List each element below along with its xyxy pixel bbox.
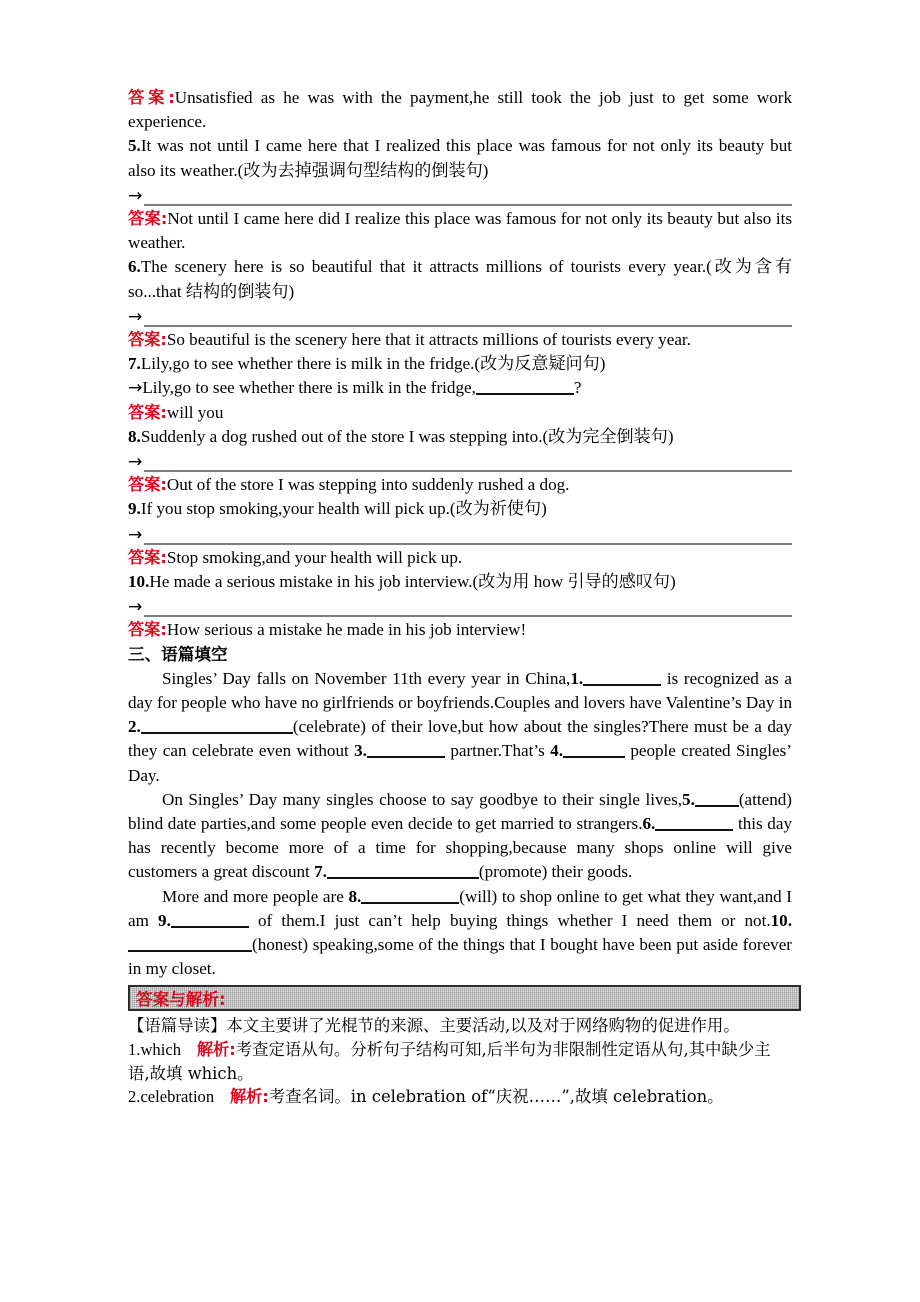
cloze-text: (attend) blind date parties,and some people even decide to get married to strangers.: [128, 789, 792, 834]
answer-label: 答案:: [128, 88, 175, 107]
cloze-paragraph-3: [128, 885, 792, 982]
cloze-number-1: 1.: [570, 668, 584, 688]
fill-blank-6[interactable]: [655, 816, 733, 831]
fill-blank[interactable]: [476, 380, 574, 395]
fill-blank-1[interactable]: [583, 671, 661, 686]
attempt-after-text: ?: [573, 378, 582, 398]
write-in-rule[interactable]: [144, 598, 792, 617]
arrow-icon: →: [128, 307, 143, 327]
answer-analysis-label: 答案与解析:: [136, 990, 226, 1010]
analysis-text: 考查名词。in celebration of“庆祝……”,故填 celebration。: [268, 1087, 724, 1107]
answer-label: 答案:: [128, 475, 167, 495]
analysis-label: 解析:: [196, 1040, 236, 1060]
answer-label: 答案:: [128, 209, 168, 228]
question-9: [128, 497, 792, 521]
fill-blank-9[interactable]: [171, 913, 249, 928]
cloze-paragraph-1: [128, 667, 792, 788]
answer-rule-5[interactable]: [128, 183, 792, 207]
cloze-number-5: 5.: [682, 789, 695, 809]
answer-line-q9: [128, 546, 792, 570]
cloze-text: this day has recently become more of a time for shopping,because many shops online will give customers a great discount: [128, 814, 792, 882]
answer-label: 答案:: [128, 402, 167, 422]
arrow-icon: →: [128, 378, 143, 399]
write-in-rule[interactable]: [144, 453, 792, 472]
question-number: 6.: [128, 257, 141, 277]
answer-text: Not until I came here did I realize this place was famous for not only its beauty but also its weather.: [128, 209, 792, 253]
arrow-icon: →: [128, 597, 143, 618]
cloze-text: partner.That’s: [444, 741, 551, 761]
answer-text: How serious a mistake he made in his job interview!: [166, 620, 527, 640]
fill-blank-5[interactable]: [695, 792, 739, 807]
answer-label: 答案:: [128, 620, 167, 640]
answer-text: Stop smoking,and your health will pick up.: [166, 547, 463, 567]
question-6: [128, 255, 792, 303]
analysis-label: 解析:: [229, 1087, 269, 1107]
section-heading-3: 三、语篇填空: [128, 644, 228, 664]
question-8: [128, 425, 792, 449]
question-text: Lily,go to see whether there is milk in the fridge.(改为反意疑问句): [140, 354, 606, 374]
document-content: [128, 86, 792, 1109]
answer-line-q5: [128, 207, 792, 255]
answer-line-q7: [128, 401, 792, 425]
cloze-text: Singles’ Day falls on November 11th every year in China,: [162, 668, 571, 688]
cloze-text: More and more people are: [162, 886, 349, 906]
cloze-number-2: 2.: [128, 717, 141, 737]
fill-blank-3[interactable]: [367, 743, 445, 758]
question-5: [128, 134, 792, 182]
cloze-number-4: 4.: [550, 741, 563, 761]
fill-blank-8[interactable]: [361, 889, 459, 904]
write-in-rule[interactable]: [144, 526, 792, 545]
cloze-number-9: 9.: [158, 910, 171, 930]
analysis-entry-2: [128, 1085, 792, 1109]
answer-line-q6: [128, 328, 792, 352]
cloze-text: (honest) speaking,some of the things that I bought have been put aside forever in my closet.: [128, 935, 792, 979]
question-number: 8.: [128, 426, 141, 446]
answer-rule-6[interactable]: [128, 304, 792, 328]
question-text: It was not until I came here that I realized this place was famous for not only its beauty but also its weather.(改为去掉强调句型结构的倒装句): [128, 136, 792, 180]
question-10: [128, 570, 792, 594]
cloze-text: (celebrate) of their love,but how about the singles?There must be a day they can celebrate even without: [128, 717, 792, 761]
question-7: [128, 352, 792, 376]
cloze-text: (promote) their goods.: [478, 862, 633, 882]
answer-line-q10: [128, 618, 792, 642]
cloze-paragraph-2: [128, 788, 792, 885]
fill-blank-2[interactable]: [141, 719, 293, 734]
answer-line-q4: [128, 86, 792, 134]
passage-guide-label: 【语篇导读】: [128, 1016, 227, 1036]
fill-blank-4[interactable]: [563, 743, 625, 758]
question-text: He made a serious mistake in his job interview.(改为用 how 引导的感叹句): [149, 572, 676, 591]
cloze-text: (will) to shop online to get what they want,and I am: [128, 886, 792, 930]
analysis-text: 考查定语从句。分析句子结构可知,后半句为非限制性定语从句,其中缺少主语,故填 which。: [128, 1040, 771, 1083]
cloze-number-10: 10.: [770, 910, 792, 930]
question-text: The scenery here is so beautiful that it attracts millions of tourists every year.(改为含有 so...that 结构的倒装句): [128, 257, 792, 301]
question-number: 9.: [128, 499, 141, 519]
answer-analysis-banner: [128, 985, 801, 1011]
cloze-text: people created Singles’ Day.: [128, 741, 792, 785]
question-number: 10.: [128, 572, 150, 591]
answer-rule-8[interactable]: [128, 449, 792, 473]
fill-blank-10[interactable]: [128, 937, 252, 952]
cloze-text: of them.I just can’t help buying things whether I need them or not.: [248, 910, 771, 930]
cloze-text: is recognized as a day for people who have no girlfriends or boyfriends.Couples and lovers have Valentine’s Day in: [128, 668, 792, 712]
cloze-number-8: 8.: [348, 886, 362, 906]
analysis-entry-1: [128, 1038, 792, 1085]
answer-text: Unsatisfied as he was with the payment,he still took the job just to get some work experience.: [128, 88, 792, 132]
attempt-before-text: Lily,go to see whether there is milk in the fridge,: [142, 378, 476, 398]
analysis-key: 2.celebration: [128, 1087, 215, 1107]
cloze-text: On Singles’ Day many singles choose to say goodbye to their single lives,: [162, 789, 683, 809]
answer-text: will you: [166, 402, 224, 422]
passage-guide-text: 本文主要讲了光棍节的来源、主要活动,以及对于网络购物的促进作用。: [226, 1016, 740, 1036]
question-number: 5.: [128, 136, 141, 156]
write-in-rule[interactable]: [144, 308, 792, 327]
question-number: 7.: [128, 354, 141, 374]
analysis-key: 1.which: [128, 1040, 181, 1060]
question-text: If you stop smoking,your health will pick up.(改为祈使句): [140, 499, 547, 519]
passage-guide: [128, 1014, 792, 1038]
answer-attempt-7: [128, 376, 792, 400]
answer-rule-10[interactable]: [128, 594, 792, 618]
write-in-rule[interactable]: [144, 187, 792, 206]
cloze-number-3: 3.: [354, 741, 367, 761]
answer-label: 答案:: [128, 547, 167, 567]
cloze-number-6: 6.: [642, 814, 656, 834]
answer-rule-9[interactable]: [128, 522, 792, 546]
answer-text: Out of the store I was stepping into suddenly rushed a dog.: [166, 475, 570, 495]
question-text: Suddenly a dog rushed out of the store I was stepping into.(改为完全倒装句): [140, 426, 674, 446]
arrow-icon: →: [128, 452, 143, 473]
cloze-number-7: 7.: [314, 862, 327, 882]
fill-blank-7[interactable]: [327, 864, 479, 879]
answer-label: 答案:: [128, 330, 167, 349]
arrow-icon: →: [128, 186, 143, 206]
answer-line-q8: [128, 473, 792, 497]
answer-text: So beautiful is the scenery here that it attracts millions of tourists every year.: [166, 330, 691, 349]
arrow-icon: →: [128, 524, 143, 545]
